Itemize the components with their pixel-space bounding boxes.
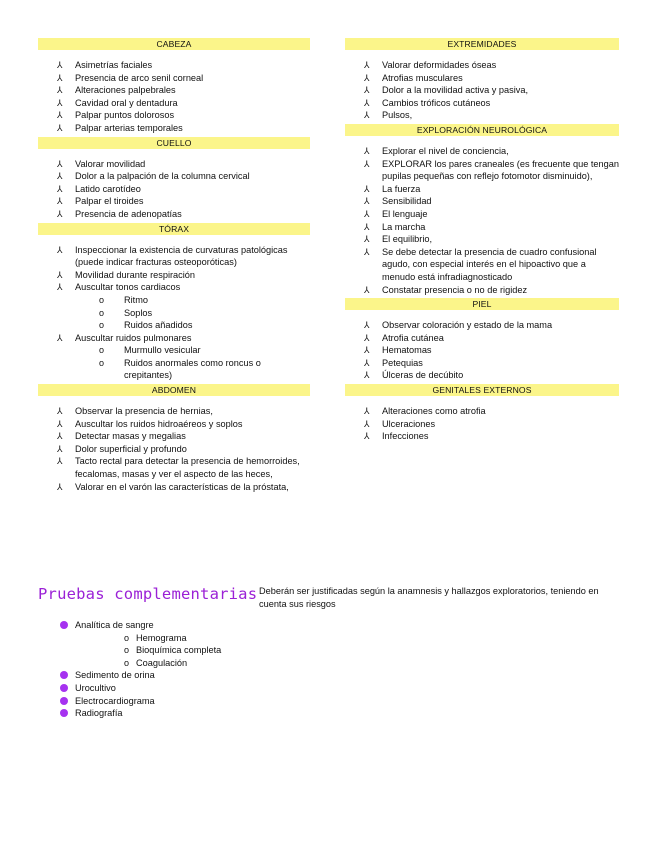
section-header: CUELLO xyxy=(38,137,310,149)
list-item xyxy=(345,84,619,97)
list-item xyxy=(345,430,619,443)
list-item-text: Atrofia cutánea xyxy=(382,332,444,343)
list-item-text: Úlceras de decúbito xyxy=(382,370,464,381)
bullet-icon: ⅄ xyxy=(57,122,63,133)
bullet-icon: ⅄ xyxy=(364,221,370,232)
list-item-text: Atrofias musculares xyxy=(382,72,463,83)
list-item xyxy=(345,208,619,221)
sub-list-item xyxy=(75,307,310,320)
list-item xyxy=(38,84,310,97)
list-item xyxy=(345,221,619,234)
list-item-text: Latido carotídeo xyxy=(75,183,141,194)
list-item-text: Auscultar ruidos pulmonares xyxy=(75,332,192,343)
bullet-icon: ⅄ xyxy=(364,110,370,121)
list-item xyxy=(38,244,310,269)
bullet-icon: ⅄ xyxy=(57,196,63,207)
bullet-icon: ⅄ xyxy=(364,196,370,207)
list-item-text: Valorar en el varón las características de la próstata, xyxy=(75,481,289,492)
list-item xyxy=(345,344,619,357)
list-item-text: Hematomas xyxy=(382,345,432,356)
bullet-icon: ⅄ xyxy=(57,60,63,70)
list-item-text: El lenguaje xyxy=(382,208,428,219)
list-item xyxy=(345,97,619,110)
list-item xyxy=(38,158,310,171)
list-item xyxy=(38,418,310,431)
circle-bullet-icon: o xyxy=(99,345,105,356)
bullet-icon: ⅄ xyxy=(57,244,63,255)
item-list xyxy=(38,158,310,221)
list-item-text: Infecciones xyxy=(382,431,429,442)
list-item xyxy=(38,97,310,110)
list-item-text: Petequias xyxy=(382,357,423,368)
list-item-text: Valorar deformidades óseas xyxy=(382,60,497,70)
list-item xyxy=(345,72,619,85)
section-cuello xyxy=(38,137,310,221)
bullet-icon: ⅄ xyxy=(57,171,63,182)
section-exploracion-neurologica xyxy=(345,124,619,296)
list-item xyxy=(345,319,619,332)
list-item-text: Detectar masas y megalias xyxy=(75,431,186,442)
sub-list-item xyxy=(75,357,310,382)
bullet-icon: ⅄ xyxy=(364,431,370,442)
list-item xyxy=(345,233,619,246)
item-list xyxy=(345,59,619,122)
bullet-icon: ⅄ xyxy=(57,481,63,492)
list-item xyxy=(38,669,338,682)
section-header: EXTREMIDADES xyxy=(345,38,619,50)
list-item xyxy=(38,72,310,85)
list-item-text: Cavidad oral y dentadura xyxy=(75,97,178,108)
list-item-text: La marcha xyxy=(382,221,426,232)
sub-list xyxy=(75,632,338,670)
sub-list-item-text: Ruidos anormales como roncus o crepitantes) xyxy=(124,357,261,381)
section-torax xyxy=(38,223,310,383)
item-list xyxy=(345,145,619,296)
sub-list xyxy=(75,294,310,332)
item-list xyxy=(345,405,619,443)
bullet-icon: ⅄ xyxy=(57,332,63,343)
list-item xyxy=(38,682,338,695)
list-item xyxy=(38,455,310,480)
bullet-icon: ⅄ xyxy=(364,158,370,169)
sub-list-item-text: Ritmo xyxy=(124,294,148,305)
list-item xyxy=(345,145,619,158)
list-item xyxy=(38,405,310,418)
left-column xyxy=(38,38,310,495)
list-item-text: Explorar el nivel de conciencia, xyxy=(382,145,509,156)
list-item-text: Dolor superficial y profundo xyxy=(75,443,187,454)
bullet-icon: ⅄ xyxy=(364,332,370,343)
bullet-icon: ⅄ xyxy=(57,208,63,219)
list-item-text: Auscultar los ruidos hidroaéreos y soplos xyxy=(75,418,243,429)
circle-bullet-icon: o xyxy=(124,645,130,656)
item-list xyxy=(38,405,310,493)
list-item-text: Auscultar tonos cardiacos xyxy=(75,282,181,293)
bullet-icon: ⅄ xyxy=(364,72,370,83)
sub-list-item-text: Murmullo vesicular xyxy=(124,345,201,356)
section-header: PIEL xyxy=(345,298,619,310)
section-header: CABEZA xyxy=(38,38,310,50)
list-item xyxy=(38,109,310,122)
bullet-icon: ⅄ xyxy=(57,158,63,169)
bullet-icon: ⅄ xyxy=(57,183,63,194)
section-header: TÓRAX xyxy=(38,223,310,235)
list-item-text: Palpar arterias temporales xyxy=(75,122,183,133)
bullet-icon: ⅄ xyxy=(364,60,370,70)
list-item-text: Palpar el tiroides xyxy=(75,196,144,207)
bullet-icon: ⅄ xyxy=(57,97,63,108)
list-item-text: La fuerza xyxy=(382,183,421,194)
list-item-text: Analítica de sangre xyxy=(75,620,154,630)
section-genitales-externos xyxy=(345,384,619,443)
sub-list-item xyxy=(75,294,310,307)
bullet-icon: ⅄ xyxy=(57,282,63,293)
list-item xyxy=(345,59,619,72)
circle-bullet-icon: o xyxy=(99,320,105,331)
circle-bullet-icon: o xyxy=(124,632,130,643)
list-item xyxy=(38,281,310,331)
bullet-icon: ⅄ xyxy=(364,85,370,96)
section-extremidades xyxy=(345,38,619,122)
sub-list-item xyxy=(75,657,338,670)
purple-dot-icon xyxy=(60,621,68,629)
sub-list xyxy=(75,344,310,382)
list-item-text: Sedimento de orina xyxy=(75,670,155,681)
list-item-text: Dolor a la palpación de la columna cervical xyxy=(75,171,250,182)
list-item-text: Electrocardiograma xyxy=(75,695,155,706)
bullet-icon: ⅄ xyxy=(364,208,370,219)
list-item-text: Presencia de arco senil corneal xyxy=(75,72,204,83)
list-item xyxy=(38,619,338,669)
bullet-icon: ⅄ xyxy=(364,97,370,108)
list-item-text: Se debe detectar la presencia de cuadro confusional agudo, con especial interés en el hipoactivo que a menudo está infradiagnosticado xyxy=(382,246,597,282)
list-item xyxy=(38,443,310,456)
purple-dot-icon xyxy=(60,697,68,705)
list-item-text: Radiografía xyxy=(75,708,123,719)
list-item xyxy=(345,405,619,418)
list-item-text: Constatar presencia o no de rigidez xyxy=(382,284,528,295)
pruebas-note: Deberán ser justificadas según la anamnesis y hallazgos exploratorios, teniendo en cuenta sus riesgos xyxy=(259,586,599,609)
list-item-text: Sensibilidad xyxy=(382,196,432,207)
bullet-icon: ⅄ xyxy=(57,406,63,417)
list-item xyxy=(38,707,338,720)
list-item xyxy=(38,122,310,135)
list-item-text: Valorar movilidad xyxy=(75,158,146,169)
list-item xyxy=(38,195,310,208)
bullet-icon: ⅄ xyxy=(57,443,63,454)
bullet-icon: ⅄ xyxy=(364,183,370,194)
bullet-icon: ⅄ xyxy=(57,431,63,442)
list-item-text: Pulsos, xyxy=(382,110,413,121)
list-item-text: Dolor a la movilidad activa y pasiva, xyxy=(382,85,529,96)
list-item-text: Cambios tróficos cutáneos xyxy=(382,97,491,108)
bullet-icon: ⅄ xyxy=(57,269,63,280)
pruebas-item-list xyxy=(38,619,338,720)
section-abdomen xyxy=(38,384,310,493)
list-item-text: Observar la presencia de hernias, xyxy=(75,406,213,417)
list-item xyxy=(38,481,310,494)
bullet-icon: ⅄ xyxy=(364,234,370,245)
item-list xyxy=(345,319,619,382)
list-item xyxy=(345,418,619,431)
list-item xyxy=(345,369,619,382)
list-item xyxy=(345,183,619,196)
purple-dot-icon xyxy=(60,684,68,692)
list-item xyxy=(345,195,619,208)
section-header: ABDOMEN xyxy=(38,384,310,396)
list-item-text: Presencia de adenopatías xyxy=(75,208,182,219)
bullet-icon: ⅄ xyxy=(57,110,63,121)
list-item-text: Tacto rectal para detectar la presencia de hemorroides, fecalomas, masas y ver el aspecto de las heces, xyxy=(75,456,300,480)
list-item-text: Urocultivo xyxy=(75,682,116,693)
list-item-text: Inspeccionar la existencia de curvaturas patológicas (puede indicar fracturas osteoporóticas) xyxy=(75,244,288,268)
list-item-text: EXPLORAR los pares craneales (es frecuente que tengan pupilas pequeñas con reflejo fotomotor disminuido), xyxy=(382,158,619,182)
bullet-icon: ⅄ xyxy=(364,284,370,295)
section-header: EXPLORACIÓN NEUROLÓGICA xyxy=(345,124,619,136)
bullet-icon: ⅄ xyxy=(57,456,63,467)
purple-dot-icon xyxy=(60,709,68,717)
list-item-text: Asimetrías faciales xyxy=(75,60,153,70)
list-item xyxy=(345,284,619,297)
section-cabeza xyxy=(38,38,310,135)
bullet-icon: ⅄ xyxy=(57,418,63,429)
sub-list-item-text: Soplos xyxy=(124,307,153,318)
bullet-icon: ⅄ xyxy=(57,72,63,83)
bullet-icon: ⅄ xyxy=(364,357,370,368)
circle-bullet-icon: o xyxy=(99,357,105,368)
section-header: GENITALES EXTERNOS xyxy=(345,384,619,396)
sub-list-item xyxy=(75,319,310,332)
list-item xyxy=(345,357,619,370)
list-item xyxy=(38,208,310,221)
list-item-text: Palpar puntos dolorosos xyxy=(75,110,175,121)
list-item xyxy=(345,332,619,345)
list-item-text: El equilibrio, xyxy=(382,234,433,245)
list-item xyxy=(38,170,310,183)
item-list xyxy=(38,59,310,135)
item-list xyxy=(38,244,310,383)
list-item-text: Ulceraciones xyxy=(382,418,436,429)
purple-dot-icon xyxy=(60,671,68,679)
list-item-text: Alteraciones como atrofia xyxy=(382,406,486,417)
list-item xyxy=(38,59,310,72)
circle-bullet-icon: o xyxy=(124,657,130,668)
list-item xyxy=(345,158,619,183)
sub-list-item xyxy=(75,344,310,357)
list-item-text: Alteraciones palpebrales xyxy=(75,85,176,96)
section-piel xyxy=(345,298,619,382)
list-item xyxy=(38,430,310,443)
list-item xyxy=(38,332,310,382)
bullet-icon: ⅄ xyxy=(364,145,370,156)
bullet-icon: ⅄ xyxy=(364,246,370,257)
bullet-icon: ⅄ xyxy=(57,85,63,96)
list-item-text: Movilidad durante respiración xyxy=(75,269,196,280)
sub-list-item xyxy=(75,632,338,645)
circle-bullet-icon: o xyxy=(99,294,105,305)
bullet-icon: ⅄ xyxy=(364,406,370,417)
pruebas-title: Pruebas complementarias xyxy=(38,585,258,603)
bullet-icon: ⅄ xyxy=(364,370,370,381)
sub-list-item-text: Coagulación xyxy=(136,657,188,668)
sub-list-item-text: Bioquímica completa xyxy=(136,645,222,656)
list-item xyxy=(38,183,310,196)
circle-bullet-icon: o xyxy=(99,307,105,318)
list-item-text: Observar coloración y estado de la mama xyxy=(382,320,553,331)
bullet-icon: ⅄ xyxy=(364,320,370,331)
bullet-icon: ⅄ xyxy=(364,345,370,356)
sub-list-item xyxy=(75,644,338,657)
list-item xyxy=(38,695,338,708)
list-item xyxy=(345,246,619,284)
list-item xyxy=(345,109,619,122)
pruebas-list xyxy=(38,619,338,720)
sub-list-item-text: Hemograma xyxy=(136,632,187,643)
sub-list-item-text: Ruidos añadidos xyxy=(124,320,193,331)
right-column xyxy=(345,38,619,445)
bullet-icon: ⅄ xyxy=(364,418,370,429)
list-item xyxy=(38,269,310,282)
